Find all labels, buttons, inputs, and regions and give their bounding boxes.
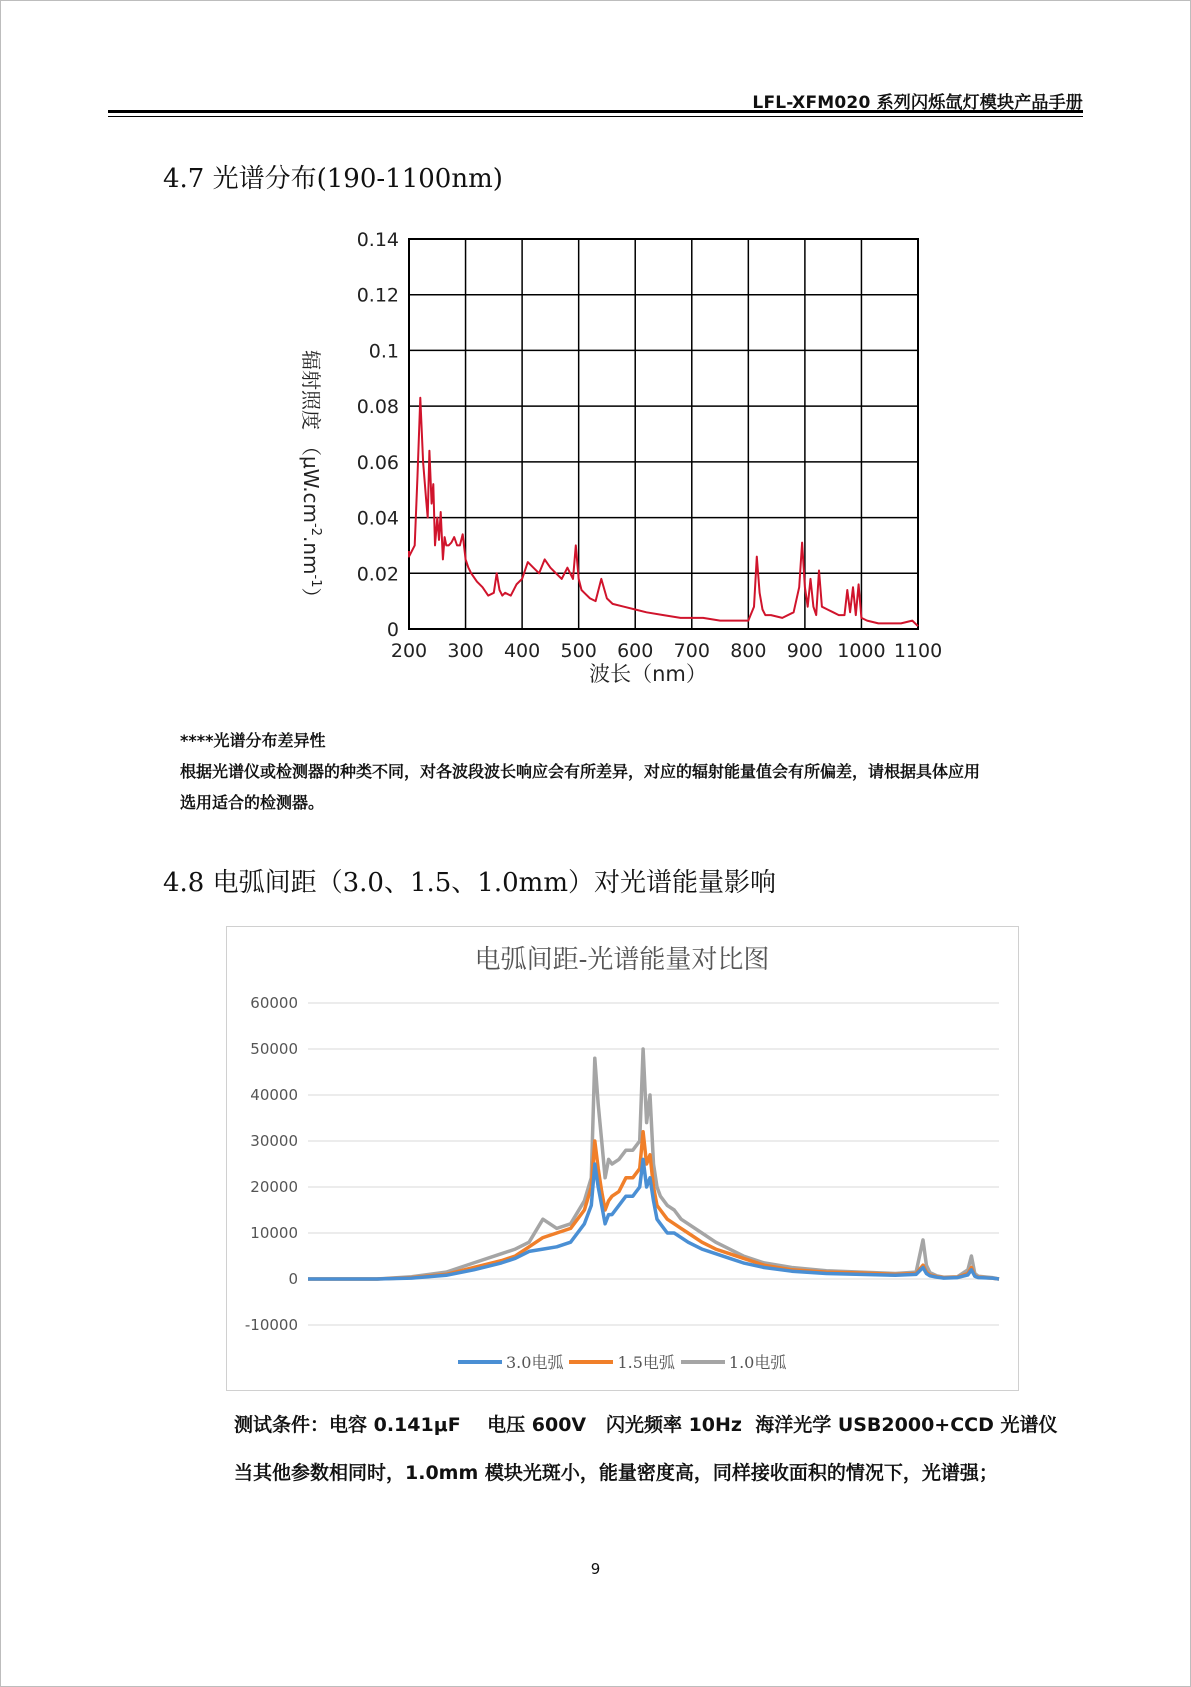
legend-item-3-0	[458, 1350, 563, 1373]
chart2-y-tick-label: 20000	[250, 1178, 298, 1196]
chart1-y-tick-label: 0.02	[356, 563, 399, 586]
chart1-x-tick-label: 600	[617, 640, 654, 662]
chart1-x-tick-label: 400	[503, 640, 541, 662]
legend-label-1-0: 1.0电弧	[728, 1353, 787, 1372]
chart1-ylabel-unit-tail: .nm	[299, 536, 323, 575]
header-rule-thick	[108, 110, 1083, 113]
page-number: 9	[590, 1560, 601, 1578]
chart1-x-tick-label: 500	[560, 640, 597, 662]
chart1-x-tick-label: 1100	[893, 640, 943, 662]
chart2-y-tick-label: -10000	[244, 1316, 298, 1334]
chart1-ylabel-close: ）	[299, 587, 323, 608]
chart2-y-tick-label: 60000	[250, 994, 298, 1012]
chart2-y-tick-label: 0	[288, 1270, 298, 1288]
spectral-distribution-chart	[280, 220, 970, 700]
chart2-legend	[458, 1350, 786, 1373]
chart1-x-tick-label: 800	[730, 640, 767, 662]
chart2-y-tick-label: 30000	[250, 1132, 298, 1150]
chart2-y-tick-label: 40000	[250, 1086, 298, 1104]
chart1-x-tick-label: 300	[447, 640, 484, 662]
section-4-8-title: 4.8 电弧间距（3.0、1.5、1.0mm）对光谱能量影响	[163, 868, 776, 898]
test-conditions-line-1: 测试条件：电容 0.141μF 电压 600V 闪光频率 10Hz 海洋光学 USB2000+CCD 光谱仪	[234, 1414, 1058, 1436]
legend-label-1-5: 1.5电弧	[617, 1353, 675, 1372]
chart1-spectrum-line	[409, 398, 918, 626]
chart2-y-tick-label: 10000	[250, 1224, 298, 1242]
chart1-y-tick-label: 0.14	[356, 229, 399, 251]
legend-swatch-3-0	[458, 1360, 502, 1364]
chart2-series-lines	[308, 1049, 999, 1279]
chart1-x-tick-label: 200	[390, 640, 428, 662]
chart1-grid	[409, 239, 918, 629]
chart1-y-tick-label: 0	[386, 619, 399, 641]
chart1-y-tick-label: 0.1	[368, 340, 399, 363]
chart1-ylabel-unit: （μW.cm	[299, 436, 323, 524]
header-rule-thin	[108, 116, 1083, 117]
chart1-y-tick-label: 0.12	[356, 284, 399, 307]
chart1-y-tick-label: 0.08	[356, 396, 399, 419]
chart2-series-line-2	[308, 1049, 999, 1279]
chart1-ylabel-cn: 辐射照度	[299, 350, 323, 430]
chart1-ylabel-sup1: -2	[308, 523, 323, 537]
chart1-x-tick-label: 900	[786, 640, 824, 662]
legend-swatch-1-0	[681, 1360, 725, 1364]
legend-item-1-5	[569, 1350, 674, 1373]
legend-swatch-1-5	[569, 1360, 613, 1364]
legend-label-3-0: 3.0电弧	[506, 1353, 564, 1372]
test-conditions-line-2: 当其他参数相同时，1.0mm 模块光斑小，能量密度高，同样接收面积的情况下，光谱强；	[234, 1462, 998, 1484]
section-4-7-title: 4.7 光谱分布(190-1100nm)	[163, 164, 503, 194]
chart2-y-tick-label: 50000	[250, 1040, 298, 1058]
chart2-y-tick-labels	[245, 994, 298, 1334]
chart2-title: 电弧间距-光谱能量对比图	[474, 945, 770, 975]
chart1-x-tick-label: 700	[673, 640, 710, 662]
chart1-y-tick-labels	[357, 229, 399, 641]
note-line-2: 选用适合的检测器。	[180, 793, 325, 812]
header-title: LFL-XFM020 系列闪烁氙灯模块产品手册	[752, 93, 1083, 113]
legend-item-1-0	[681, 1350, 786, 1373]
chart1-x-axis-label: 波长（nm）	[589, 662, 707, 686]
arc-spacing-comparison-chart	[226, 926, 1019, 1346]
chart1-ylabel-sup2: -1	[308, 574, 323, 588]
chart1-y-tick-label: 0.04	[356, 507, 399, 530]
chart1-x-tick-labels	[391, 640, 942, 662]
chart1-x-tick-label: 1000	[837, 640, 886, 662]
note-line-1: 根据光谱仪或检测器的种类不同，对各波段波长响应会有所差异，对应的辐射能量值会有所偏差，请根据具体应用	[180, 762, 981, 781]
svg-text:辐射照度（μW.cm-2.nm-1）	[299, 350, 323, 608]
note-title: ****光谱分布差异性	[180, 731, 326, 750]
chart1-y-axis-label	[299, 350, 323, 608]
chart1-y-tick-label: 0.06	[356, 451, 399, 474]
chart1-plot-frame	[409, 239, 918, 629]
